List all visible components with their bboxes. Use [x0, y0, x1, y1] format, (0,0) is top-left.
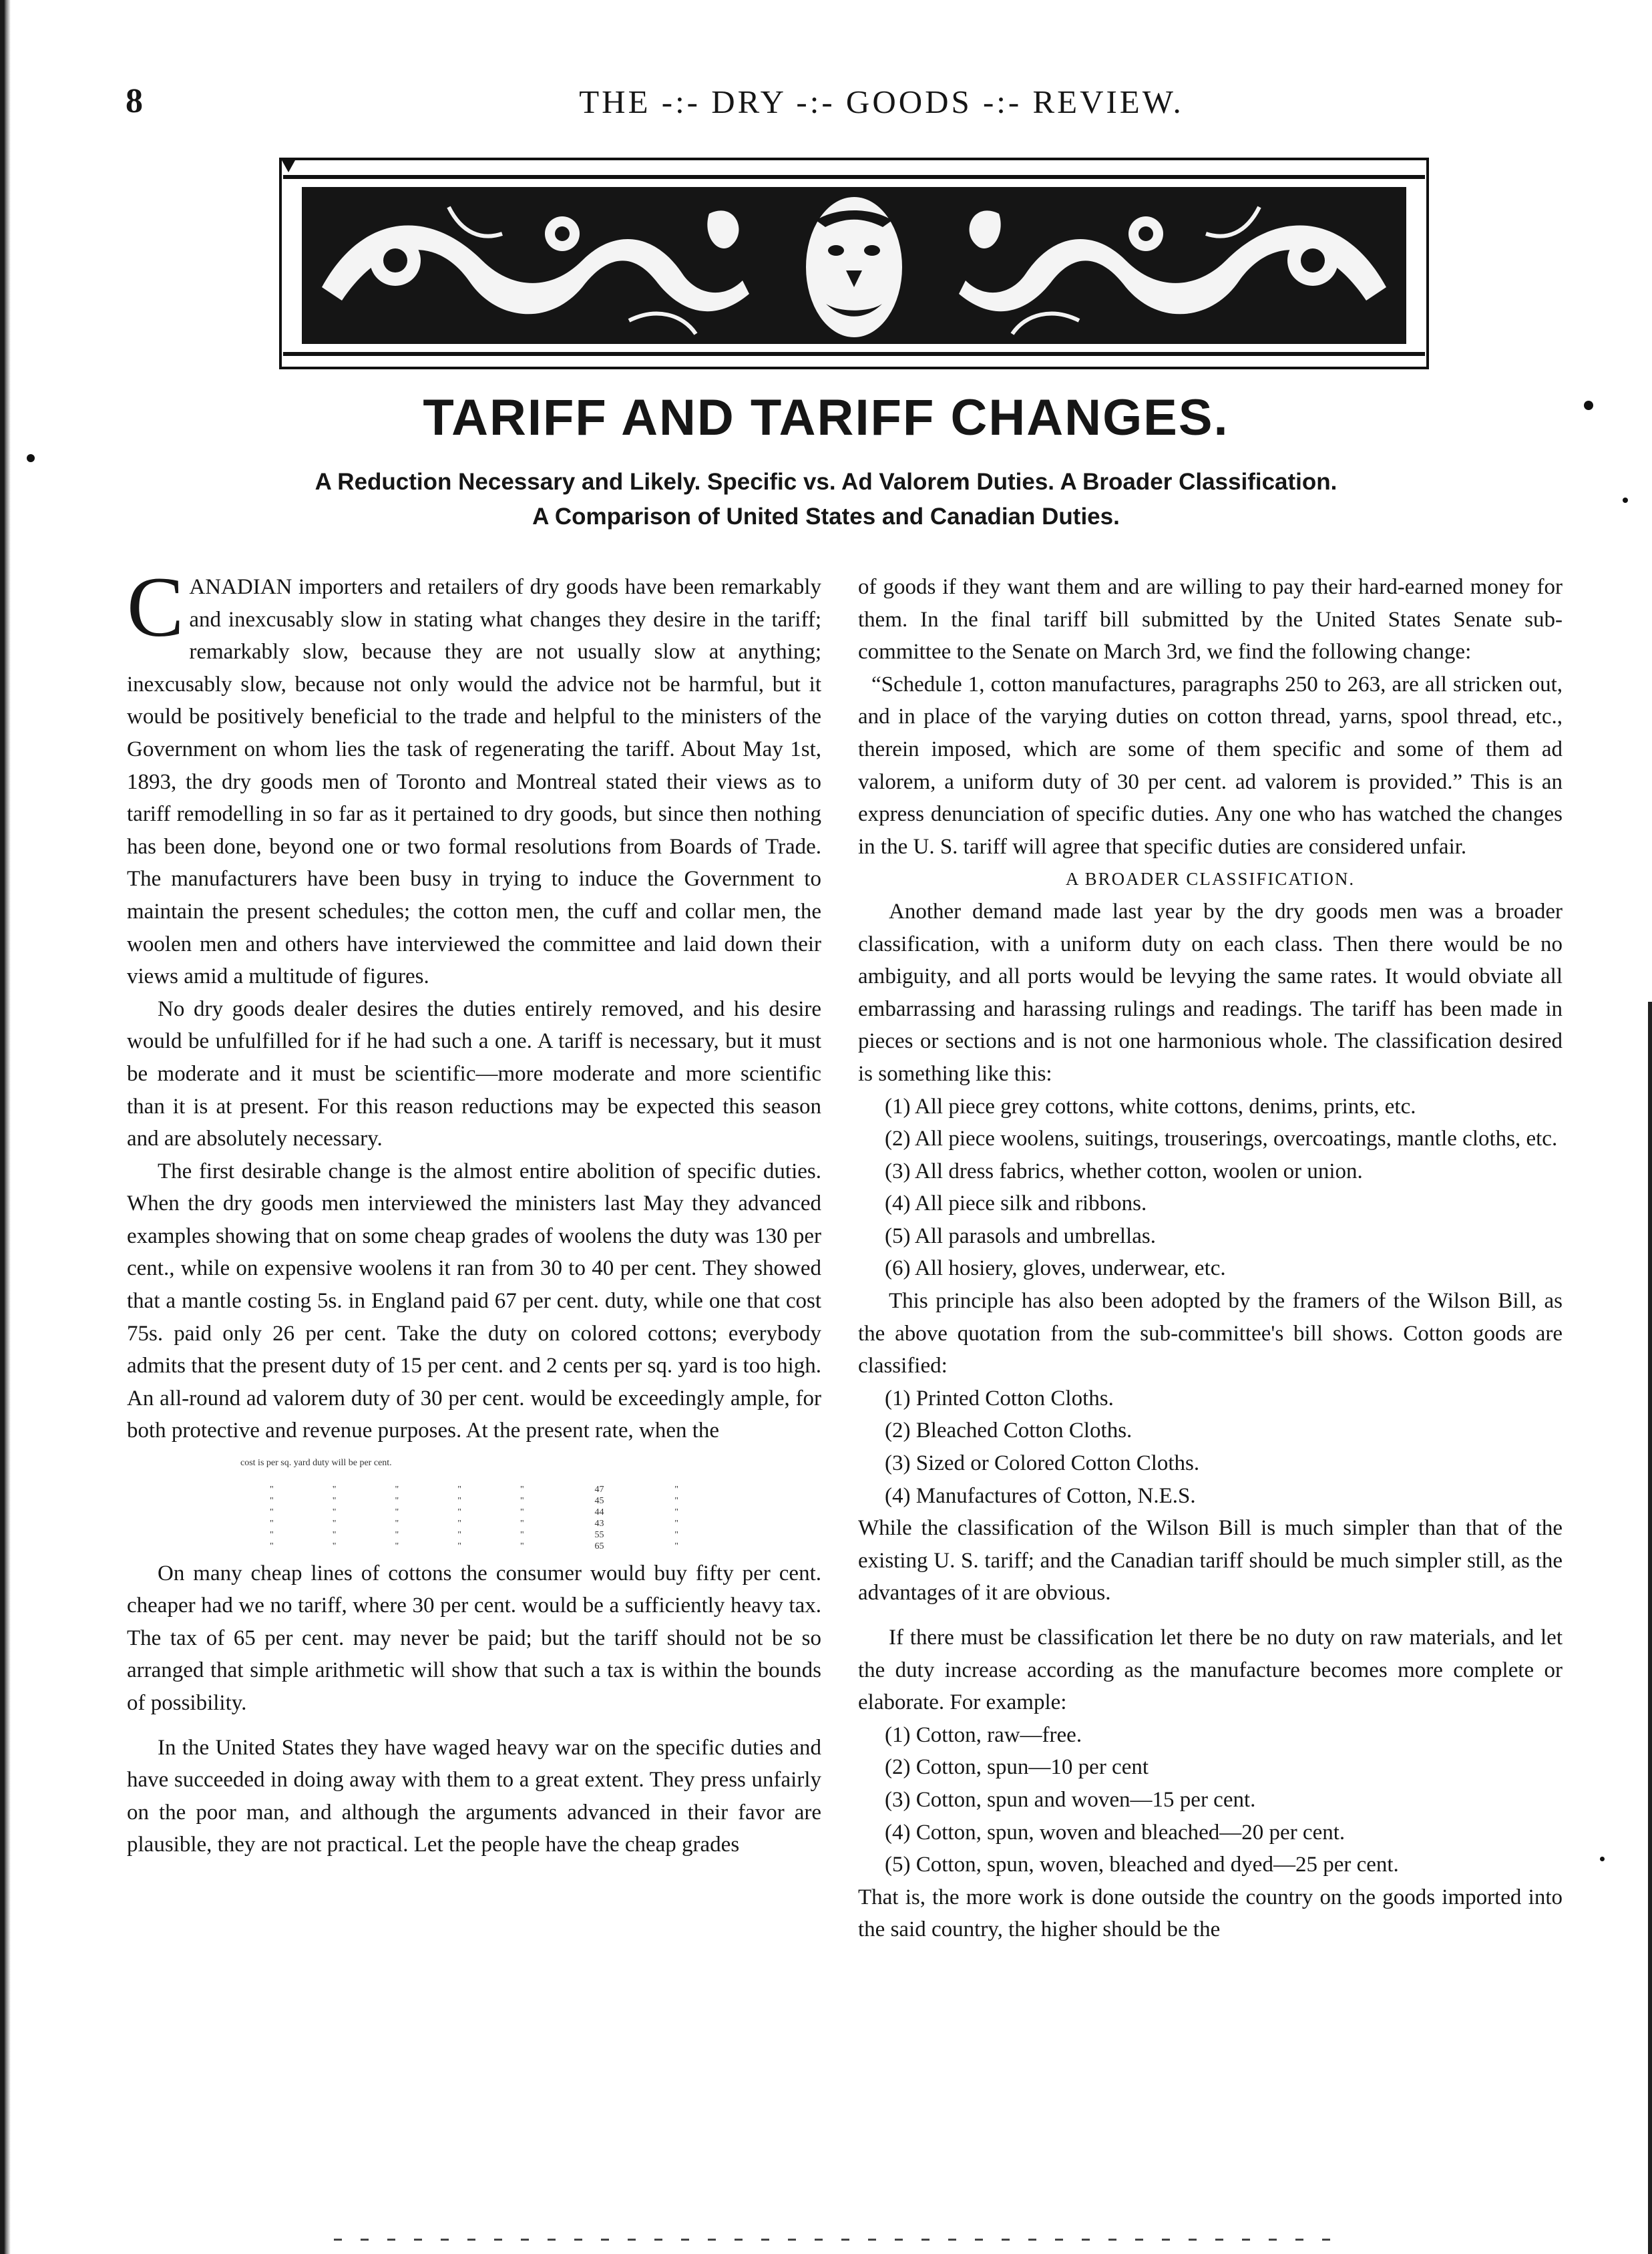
table-cell: " [674, 1541, 678, 1551]
wilson-bill-list [858, 1382, 1563, 1512]
list-item: (3) Cotton, spun and woven—15 per cent. [885, 1787, 1256, 1812]
running-head: THE -:- DRY -:- GOODS -:- REVIEW. [579, 83, 1184, 120]
right-paragraph-3: Another demand made last year by the dry goods men was a broader classification, with a uniform duty on each class. Then there would be no ambiguity, and all ports would be levying the same rates. It would obviate all embarrassing and harassing rulings and readings. The tariff has been made in pieces or sections and is not one harmonious whole. The classification desired is something like this: [858, 899, 1563, 1086]
foliate-face-ornament [279, 158, 1429, 369]
article-headline: TARIFF AND TARIFF CHANGES. [423, 389, 1229, 446]
page-left-edge-shadow [0, 0, 11, 2254]
duty-table-heading: cost is per sq. yard duty will be per cent. [240, 1458, 392, 1469]
table-cell: " [674, 1529, 678, 1540]
duty-table [240, 1484, 708, 1552]
right-column [858, 571, 1563, 1946]
list-item: (3) All dress fabrics, whether cotton, woolen or union. [885, 1159, 1363, 1183]
list-item: (4) Manufactures of Cotton, N.E.S. [885, 1483, 1196, 1508]
table-cell: " [270, 1484, 274, 1495]
table-cell: " [520, 1529, 524, 1540]
list-item: (5) Cotton, spun, woven, bleached and dyed—25 per cent. [885, 1853, 1399, 1877]
table-cell: " [457, 1495, 461, 1506]
table-cell: " [332, 1518, 337, 1529]
table-cell: " [457, 1529, 461, 1540]
table-row [240, 1484, 708, 1495]
left-paragraph-3: The first desirable change is the almost entire abolition of specific duties. When the dry goods men interviewed the ministers last May they advanced examples showing that on some cheap grades of woolens the duty was 130 per cent., while on expensive woolens it ran from 30 to 40 per cent. They showed that a mantle costing 5s. in England paid 67 per cent. duty, while one that cost 75s. paid only 26 per cent. Take the duty on colored cottons; everybody admits that the present duty of 15 per cent. and 2 cents per sq. yard is too high. An all-round ad valorem duty of 30 per cent. would be exceedingly ample, for both protective and revenue purposes. At the present rate, when the [127, 1159, 821, 1443]
list-item: (2) Bleached Cotton Cloths. [885, 1419, 1132, 1443]
table-cell: " [332, 1529, 337, 1540]
list-item: (1) All piece grey cottons, white cottons, denims, prints, etc. [885, 1094, 1416, 1119]
right-paragraph-5: While the classification of the Wilson Bill is much simpler than that of the existing U. S. tariff; and the Canadian tariff should be much simpler still, as the advantages of it are obvious. [858, 1516, 1563, 1606]
list-item: (3) Sized or Colored Cotton Cloths. [885, 1451, 1200, 1476]
table-cell: " [520, 1541, 524, 1551]
list-item: (1) Cotton, raw—free. [885, 1722, 1082, 1747]
list-item: (4) All piece silk and ribbons. [885, 1191, 1147, 1216]
list-item: (2) All piece woolens, suitings, trouserings, overcoatings, mantle cloths, etc. [885, 1127, 1558, 1151]
left-paragraph-1: CANADIAN importers and retailers of dry goods have been remarkably and inexcusably slow in stating what changes they desire in the tariff; remarkably slow, because they are not usually slow at anything; inexcusably slow, because not only would the advice not be harmful, but it would be positively beneficial to the trade and helpful to the ministers of the Government on whom lies the task of regenerating the tariff. About May 1st, 1893, the dry goods men of Toronto and Montreal stated their views as to tariff remodelling in so far as it pertained to dry goods, but since then nothing has been done, beyond one or two formal resolutions from Boards of Trade. The manufacturers have been busy in trying to induce the Government to maintain the present schedules; the cotton men, the cuff and collar men, the woolen men and others have interviewed the committee and laid down their views amid a multitude of figures. [127, 560, 821, 989]
article-deck-line-1: A Reduction Necessary and Likely. Specific vs. Ad Valorem Duties. A Broader Classification. [315, 469, 1337, 495]
list-item: (6) All hosiery, gloves, underwear, etc. [885, 1256, 1226, 1281]
right-paragraph-1: of goods if they want them and are willing to pay their hard-earned money for them. In the final tariff bill submitted by the United States Senate sub-committee to the Senate on March 3rd, we find the following change: [858, 575, 1563, 665]
table-row [240, 1541, 708, 1552]
page-number: 8 [126, 82, 143, 120]
list-item: (5) All parasols and umbrellas. [885, 1224, 1156, 1248]
table-cell: " [270, 1541, 274, 1551]
table-cell: " [332, 1495, 337, 1506]
section-subhead: A BROADER CLASSIFICATION. [1065, 869, 1356, 890]
left-paragraph-2: No dry goods dealer desires the duties entirely removed, and his desire would be unfulfilled for if he had such a one. A tariff is necessary, but it must be moderate and it must be scientific—more moderate and more scientific than it is at present. For this reason reductions may be expected this season and are absolutely necessary. [127, 996, 821, 1151]
table-row [240, 1518, 708, 1529]
right-paragraph-6: If there must be classification let there be no duty on raw materials, and let the duty increase according as the manufacture becomes more complete or elaborate. For example: [858, 1626, 1563, 1715]
right-paragraph-7: That is, the more work is done outside the country on the goods imported into the said country, the higher should be the [858, 1885, 1563, 1942]
table-cell: " [332, 1541, 337, 1551]
table-cell: " [395, 1529, 399, 1540]
right-paragraph-2-quote: “Schedule 1, cotton manufactures, paragraphs 250 to 263, are all stricken out, and in place of the varying duties on cotton thread, yarns, spool thread, etc., therein imposed, which are some of them specific and some of them ad valorem, a uniform duty of 30 per cent. ad valorem is provided.” This is an express denunciation of specific duties. Any one who has watched the changes in the U. S. tariff will agree that specific duties are considered unfair. [858, 672, 1563, 859]
table-cell: 45 [594, 1495, 604, 1506]
table-cell: " [332, 1484, 337, 1495]
list-item: (2) Cotton, spun—10 per cent [885, 1755, 1149, 1780]
table-cell: " [270, 1495, 274, 1506]
table-cell: " [674, 1518, 678, 1529]
table-cell: " [270, 1518, 274, 1529]
list-item: (1) Printed Cotton Cloths. [885, 1386, 1114, 1411]
table-cell: 47 [594, 1484, 604, 1495]
left-paragraph-5: In the United States they have waged heavy war on the specific duties and have succeeded in doing away with them to a great extent. They press unfairly on the poor man, and although the arguments advanced in their favor are plausible, they are not practical. Let the people have the cheap grades [127, 1735, 821, 1857]
table-cell: " [520, 1518, 524, 1529]
table-cell: " [395, 1495, 399, 1506]
table-cell: " [520, 1507, 524, 1517]
article-deck-line-2: A Comparison of United States and Canadian Duties. [532, 504, 1120, 530]
footer-ink-marks [334, 2239, 1335, 2241]
table-cell: " [457, 1484, 461, 1495]
table-cell: " [270, 1529, 274, 1540]
ink-speck [1623, 498, 1628, 503]
left-paragraph-4: On many cheap lines of cottons the consumer would buy fifty per cent. cheaper had we no tariff, where 30 per cent. would be a sufficiently heavy tax. The tax of 65 per cent. may never be paid; but the tariff should not be so arranged that simple arithmetic will show that such a tax is within the bounds of possibility. [127, 1561, 821, 1715]
table-cell: 43 [594, 1518, 604, 1529]
right-paragraph-4: This principle has also been adopted by the framers of the Wilson Bill, as the above quotation from the sub-committee's bill shows. Cotton goods are classified: [858, 1289, 1563, 1378]
table-cell: " [457, 1518, 461, 1529]
example-duty-list [858, 1719, 1563, 1881]
table-cell: 44 [594, 1507, 604, 1517]
table-row [240, 1529, 708, 1541]
table-cell: 65 [594, 1541, 604, 1551]
page-right-edge-shadow [1648, 1002, 1652, 2254]
table-row [240, 1507, 708, 1518]
table-cell: " [457, 1541, 461, 1551]
table-cell: " [395, 1518, 399, 1529]
table-cell: " [520, 1495, 524, 1506]
classification-list [858, 1091, 1563, 1286]
table-cell: " [395, 1507, 399, 1517]
table-row [240, 1495, 708, 1507]
table-cell: " [270, 1507, 274, 1517]
table-cell: " [674, 1495, 678, 1506]
list-item: (4) Cotton, spun, woven and bleached—20 per cent. [885, 1820, 1346, 1845]
ink-speck [1584, 401, 1593, 410]
table-cell: " [395, 1541, 399, 1551]
ink-speck [1600, 1857, 1605, 1861]
table-cell: " [520, 1484, 524, 1495]
table-cell: " [332, 1507, 337, 1517]
table-cell: 55 [594, 1529, 604, 1540]
table-cell: " [395, 1484, 399, 1495]
table-cell: " [674, 1484, 678, 1495]
table-cell: " [457, 1507, 461, 1517]
left-column [127, 560, 821, 1861]
table-cell: " [674, 1507, 678, 1517]
ink-speck [27, 454, 35, 462]
